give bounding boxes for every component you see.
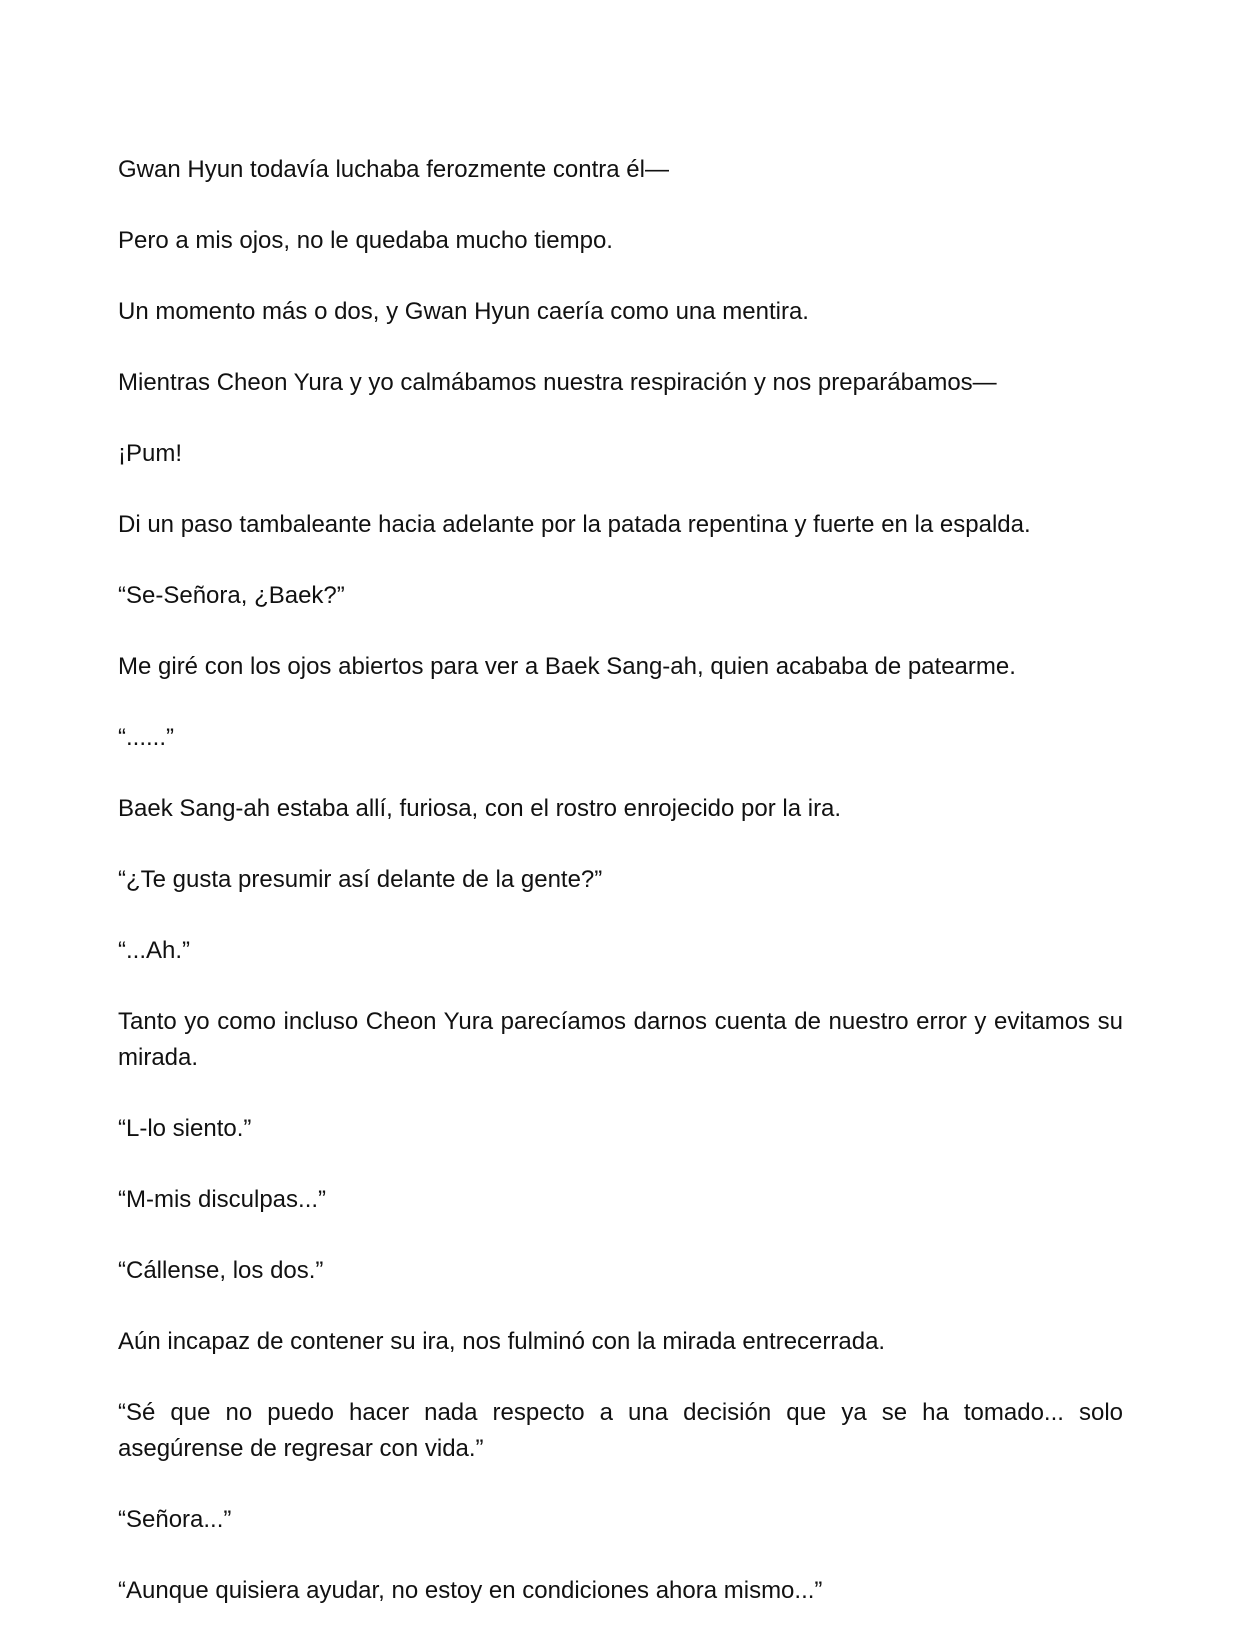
paragraph: Me giré con los ojos abiertos para ver a Baek Sang-ah, quien acababa de patearme.	[118, 653, 1016, 680]
paragraph: “M-mis disculpas...”	[118, 1186, 327, 1213]
paragraph: Gwan Hyun todavía luchaba ferozmente contra él—	[118, 156, 669, 183]
paragraph: “L-lo siento.”	[118, 1115, 252, 1142]
paragraph: “Cállense, los dos.”	[118, 1257, 324, 1284]
paragraph: Mientras Cheon Yura y yo calmábamos nuestra respiración y nos preparábamos—	[118, 369, 997, 396]
paragraph: ¡Pum!	[118, 440, 183, 467]
paragraph: Baek Sang-ah estaba allí, furiosa, con el rostro enrojecido por la ira.	[118, 795, 842, 822]
paragraph: “Aunque quisiera ayudar, no estoy en condiciones ahora mismo...”	[118, 1577, 823, 1604]
paragraph: Pero a mis ojos, no le quedaba mucho tiempo.	[118, 227, 613, 254]
paragraph: “Sé que no puedo hacer nada respecto a una decisión que ya se ha tomado... solo asegúrense de regresar con vida.”	[118, 1399, 1123, 1462]
paragraph: “¿Te gusta presumir así delante de la gente?”	[118, 866, 603, 893]
paragraph: Aún incapaz de contener su ira, nos fulminó con la mirada entrecerrada.	[118, 1328, 886, 1355]
paragraph: Tanto yo como incluso Cheon Yura parecíamos darnos cuenta de nuestro error y evitamos su mirada.	[118, 1008, 1123, 1071]
paragraph: “......”	[118, 724, 174, 751]
paragraph: “Señora...”	[118, 1506, 232, 1533]
paragraph: Di un paso tambaleante hacia adelante por la patada repentina y fuerte en la espalda.	[118, 511, 1031, 538]
paragraph: Un momento más o dos, y Gwan Hyun caería como una mentira.	[118, 298, 809, 325]
text-body	[118, 152, 1123, 1644]
paragraph: “...Ah.”	[118, 937, 191, 964]
paragraph: “Se-Señora, ¿Baek?”	[118, 582, 345, 609]
